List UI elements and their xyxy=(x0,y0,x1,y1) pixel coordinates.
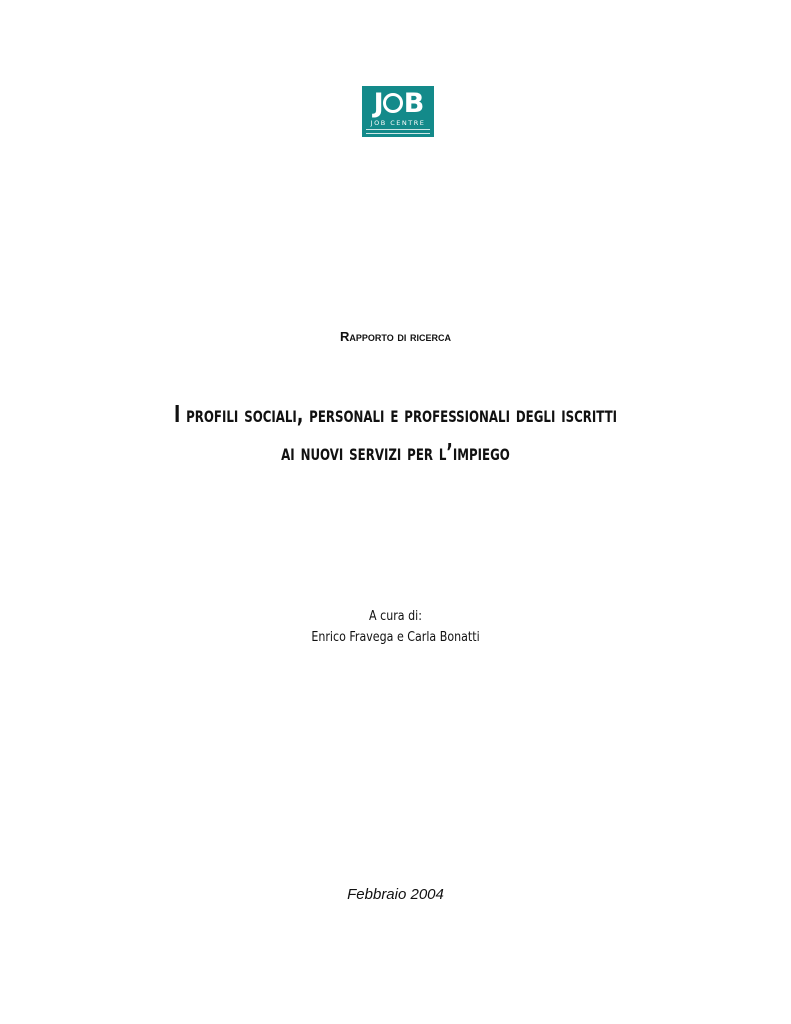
job-centre-logo xyxy=(362,86,434,137)
logo-letter-b: B xyxy=(403,88,423,119)
document-title xyxy=(120,396,670,472)
logo-letter-j: J xyxy=(373,88,382,119)
logo-divider xyxy=(366,129,430,134)
title-line-2: ai nuovi servizi per l’impiego xyxy=(281,440,510,466)
logo-ring-icon xyxy=(383,93,403,113)
credits-authors: Enrico Fravega e Carla Bonatti xyxy=(311,629,480,645)
publication-date: Febbraio 2004 xyxy=(347,886,444,903)
title-line-1: I profili sociali, personali e professionali degli iscritti xyxy=(173,402,618,428)
credits xyxy=(71,606,720,648)
logo-subtitle: JOB CENTRE xyxy=(370,119,426,127)
report-type: Rapporto di ricerca xyxy=(340,329,451,344)
logo-mark xyxy=(362,89,434,119)
credits-label: A cura di: xyxy=(369,608,422,624)
